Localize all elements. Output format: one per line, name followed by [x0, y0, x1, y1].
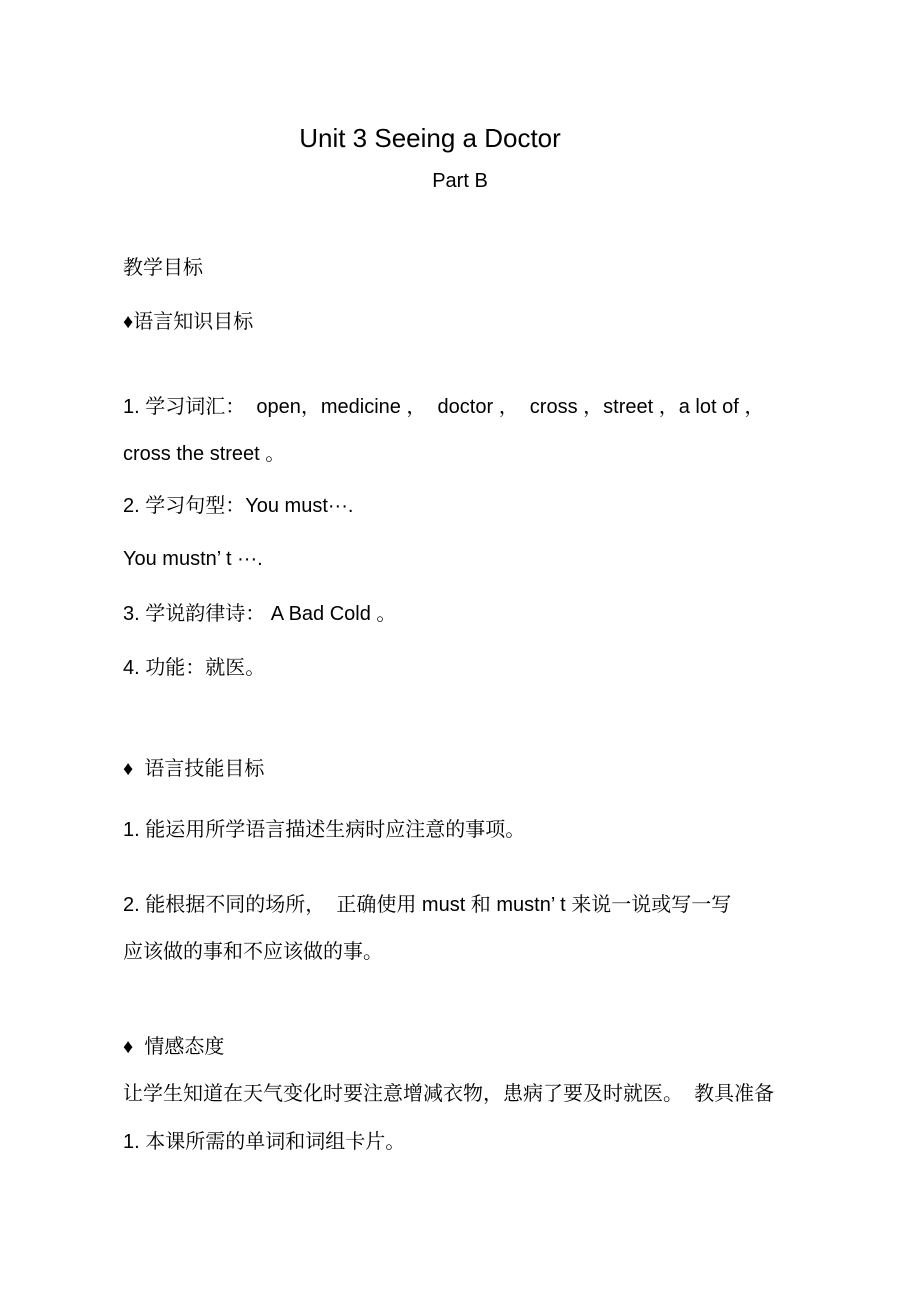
rhyme-line: 3. 学说韵律诗： A Bad Cold 。	[123, 603, 397, 625]
emotion-attitude-line: 让学生知道在天气变化时要注意增减衣物，患病了要及时就医。 教具准备	[123, 1083, 775, 1105]
heading-language-knowledge-goals: ♦语言知识目标	[123, 311, 254, 333]
skill-goal-line-2-continued: 应该做的事和不应该做的事。	[123, 941, 383, 963]
heading-emotion-attitude: ♦ 情感态度	[123, 1036, 225, 1058]
skill-goal-line-2: 2. 能根据不同的场所， 正确使用 must 和 mustn’ t 来说一说或写一写	[123, 894, 732, 916]
document-title: Unit 3 Seeing a Doctor	[299, 123, 561, 153]
vocab-list-line-continued: cross the street 。	[123, 443, 286, 465]
heading-language-skills-goals: ♦ 语言技能目标	[123, 758, 265, 780]
vocab-list-line: 1. 学习词汇： open，medicine ， doctor ， cross ，street ，a lot of ，	[123, 396, 765, 418]
function-line: 4. 功能：就医。	[123, 657, 266, 679]
teaching-aids-line: 1. 本课所需的单词和词组卡片。	[123, 1131, 406, 1153]
document-subtitle: Part B	[432, 170, 488, 192]
skill-goal-line-1: 1. 能运用所学语言描述生病时应注意的事项。	[123, 819, 526, 841]
sentence-pattern-line: 2. 学习句型：You must···.	[123, 495, 354, 517]
heading-teaching-goals: 教学目标	[123, 257, 203, 279]
sentence-pattern-line-continued: You mustn’ t ···.	[123, 548, 263, 570]
